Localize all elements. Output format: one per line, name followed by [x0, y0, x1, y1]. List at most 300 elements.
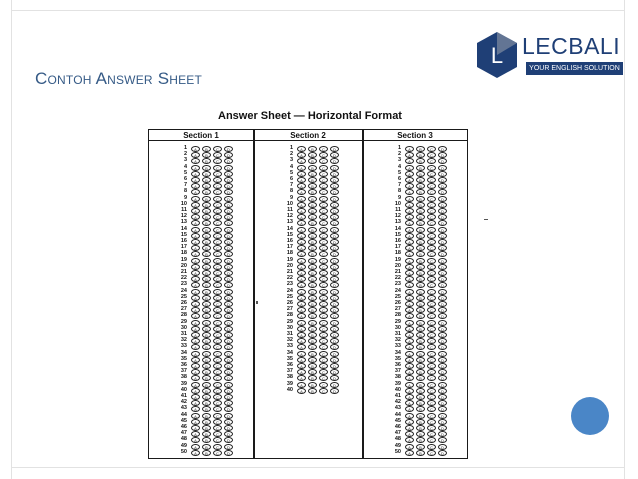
answer-bubble[interactable]: C [319, 289, 328, 295]
answer-bubble[interactable]: B [202, 202, 211, 208]
answer-bubble[interactable]: C [427, 264, 436, 270]
answer-bubble[interactable]: A [297, 320, 306, 326]
answer-bubble[interactable]: C [213, 444, 222, 450]
answer-bubble[interactable]: D [224, 202, 233, 208]
answer-bubble[interactable]: A [405, 326, 414, 332]
answer-bubble[interactable]: D [330, 239, 339, 245]
answer-bubble[interactable]: B [416, 258, 425, 264]
answer-bubble[interactable]: A [191, 307, 200, 313]
answer-bubble[interactable]: A [191, 450, 200, 456]
answer-bubble[interactable]: D [224, 196, 233, 202]
answer-bubble[interactable]: A [405, 183, 414, 189]
answer-bubble[interactable]: B [416, 375, 425, 381]
answer-bubble[interactable]: C [427, 295, 436, 301]
answer-bubble[interactable]: C [319, 245, 328, 251]
answer-bubble[interactable]: C [319, 313, 328, 319]
answer-bubble[interactable]: B [308, 152, 317, 158]
answer-bubble[interactable]: B [416, 351, 425, 357]
answer-bubble[interactable]: D [224, 320, 233, 326]
answer-bubble[interactable]: C [213, 165, 222, 171]
answer-bubble[interactable]: B [202, 326, 211, 332]
answer-bubble[interactable]: B [202, 233, 211, 239]
answer-bubble[interactable]: D [224, 264, 233, 270]
answer-bubble[interactable]: C [213, 332, 222, 338]
answer-bubble[interactable]: B [308, 227, 317, 233]
answer-bubble[interactable]: C [427, 363, 436, 369]
answer-bubble[interactable]: B [202, 369, 211, 375]
answer-bubble[interactable]: B [202, 400, 211, 406]
answer-bubble[interactable]: B [416, 369, 425, 375]
answer-bubble[interactable]: D [224, 239, 233, 245]
answer-bubble[interactable]: C [427, 171, 436, 177]
answer-bubble[interactable]: D [438, 388, 447, 394]
answer-bubble[interactable]: B [416, 177, 425, 183]
answer-bubble[interactable]: D [224, 413, 233, 419]
answer-bubble[interactable]: A [297, 282, 306, 288]
answer-bubble[interactable]: A [405, 369, 414, 375]
answer-bubble[interactable]: C [427, 320, 436, 326]
answer-bubble[interactable]: D [438, 295, 447, 301]
answer-bubble[interactable]: B [308, 158, 317, 164]
answer-bubble[interactable]: C [319, 363, 328, 369]
answer-bubble[interactable]: A [191, 419, 200, 425]
answer-bubble[interactable]: A [191, 171, 200, 177]
answer-bubble[interactable]: C [427, 220, 436, 226]
answer-bubble[interactable]: A [405, 214, 414, 220]
answer-bubble[interactable]: D [224, 394, 233, 400]
answer-bubble[interactable]: C [319, 227, 328, 233]
answer-bubble[interactable]: C [427, 177, 436, 183]
answer-bubble[interactable]: C [319, 233, 328, 239]
answer-bubble[interactable]: B [202, 183, 211, 189]
answer-bubble[interactable]: A [405, 208, 414, 214]
answer-bubble[interactable]: C [427, 258, 436, 264]
answer-bubble[interactable]: A [405, 431, 414, 437]
answer-bubble[interactable]: B [308, 357, 317, 363]
answer-bubble[interactable]: C [427, 196, 436, 202]
answer-bubble[interactable]: B [416, 282, 425, 288]
answer-bubble[interactable]: B [416, 444, 425, 450]
answer-bubble[interactable]: A [405, 413, 414, 419]
answer-bubble[interactable]: C [427, 270, 436, 276]
answer-bubble[interactable]: A [191, 369, 200, 375]
answer-bubble[interactable]: A [191, 158, 200, 164]
answer-bubble[interactable]: A [297, 165, 306, 171]
answer-bubble[interactable]: C [427, 289, 436, 295]
answer-bubble[interactable]: B [202, 419, 211, 425]
answer-bubble[interactable]: B [308, 233, 317, 239]
answer-bubble[interactable]: B [308, 351, 317, 357]
answer-bubble[interactable]: B [416, 320, 425, 326]
answer-bubble[interactable]: A [405, 307, 414, 313]
answer-bubble[interactable]: B [202, 171, 211, 177]
answer-bubble[interactable]: C [427, 282, 436, 288]
answer-bubble[interactable]: C [213, 146, 222, 152]
answer-bubble[interactable]: B [416, 307, 425, 313]
answer-bubble[interactable]: B [416, 239, 425, 245]
answer-bubble[interactable]: D [330, 301, 339, 307]
answer-bubble[interactable]: D [438, 146, 447, 152]
answer-bubble[interactable]: A [297, 171, 306, 177]
answer-bubble[interactable]: C [213, 258, 222, 264]
answer-bubble[interactable]: A [191, 146, 200, 152]
answer-bubble[interactable]: B [202, 158, 211, 164]
answer-bubble[interactable]: A [405, 400, 414, 406]
answer-bubble[interactable]: D [330, 320, 339, 326]
answer-bubble[interactable]: A [191, 425, 200, 431]
answer-bubble[interactable]: C [319, 202, 328, 208]
answer-bubble[interactable]: B [202, 152, 211, 158]
answer-bubble[interactable]: A [191, 351, 200, 357]
answer-bubble[interactable]: C [319, 270, 328, 276]
answer-bubble[interactable]: D [224, 220, 233, 226]
answer-bubble[interactable]: B [416, 431, 425, 437]
answer-bubble[interactable]: A [297, 388, 306, 394]
answer-bubble[interactable]: D [438, 332, 447, 338]
answer-bubble[interactable]: C [213, 344, 222, 350]
answer-bubble[interactable]: A [405, 320, 414, 326]
answer-bubble[interactable]: C [427, 425, 436, 431]
answer-bubble[interactable]: C [213, 189, 222, 195]
answer-bubble[interactable]: A [405, 363, 414, 369]
answer-bubble[interactable]: A [191, 177, 200, 183]
answer-bubble[interactable]: A [191, 431, 200, 437]
answer-bubble[interactable]: A [191, 295, 200, 301]
answer-bubble[interactable]: D [438, 158, 447, 164]
answer-bubble[interactable]: B [416, 245, 425, 251]
answer-bubble[interactable]: B [202, 258, 211, 264]
answer-bubble[interactable]: C [213, 357, 222, 363]
answer-bubble[interactable]: A [191, 196, 200, 202]
answer-bubble[interactable]: A [191, 437, 200, 443]
answer-bubble[interactable]: D [330, 189, 339, 195]
answer-bubble[interactable]: A [405, 394, 414, 400]
answer-bubble[interactable]: C [319, 295, 328, 301]
answer-bubble[interactable]: A [191, 388, 200, 394]
answer-bubble[interactable]: B [202, 425, 211, 431]
answer-bubble[interactable]: A [297, 202, 306, 208]
answer-bubble[interactable]: A [191, 165, 200, 171]
answer-bubble[interactable]: D [438, 171, 447, 177]
answer-bubble[interactable]: D [330, 295, 339, 301]
answer-bubble[interactable]: B [308, 251, 317, 257]
answer-bubble[interactable]: A [405, 146, 414, 152]
answer-bubble[interactable]: B [202, 437, 211, 443]
answer-bubble[interactable]: B [416, 152, 425, 158]
answer-bubble[interactable]: D [438, 245, 447, 251]
answer-bubble[interactable]: C [213, 425, 222, 431]
answer-bubble[interactable]: B [202, 177, 211, 183]
answer-bubble[interactable]: D [438, 264, 447, 270]
answer-bubble[interactable]: A [405, 444, 414, 450]
answer-bubble[interactable]: D [438, 413, 447, 419]
answer-bubble[interactable]: A [297, 208, 306, 214]
answer-bubble[interactable]: B [416, 425, 425, 431]
answer-bubble[interactable]: A [297, 369, 306, 375]
answer-bubble[interactable]: C [213, 320, 222, 326]
answer-bubble[interactable]: A [405, 202, 414, 208]
answer-bubble[interactable]: B [308, 270, 317, 276]
answer-bubble[interactable]: A [405, 332, 414, 338]
answer-bubble[interactable]: A [405, 351, 414, 357]
answer-bubble[interactable]: A [405, 152, 414, 158]
answer-bubble[interactable]: C [319, 375, 328, 381]
answer-bubble[interactable]: D [330, 196, 339, 202]
answer-bubble[interactable]: B [308, 332, 317, 338]
answer-bubble[interactable]: D [224, 208, 233, 214]
answer-bubble[interactable]: B [202, 276, 211, 282]
answer-bubble[interactable]: D [330, 177, 339, 183]
answer-bubble[interactable]: D [438, 400, 447, 406]
answer-bubble[interactable]: C [427, 307, 436, 313]
answer-bubble[interactable]: D [438, 394, 447, 400]
answer-bubble[interactable]: C [213, 183, 222, 189]
answer-bubble[interactable]: D [224, 245, 233, 251]
answer-bubble[interactable]: B [308, 214, 317, 220]
answer-bubble[interactable]: C [213, 351, 222, 357]
answer-bubble[interactable]: C [427, 344, 436, 350]
answer-bubble[interactable]: D [438, 382, 447, 388]
answer-bubble[interactable]: B [308, 220, 317, 226]
answer-bubble[interactable]: C [319, 344, 328, 350]
answer-bubble[interactable]: C [213, 276, 222, 282]
answer-bubble[interactable]: D [438, 202, 447, 208]
answer-bubble[interactable]: D [438, 214, 447, 220]
answer-bubble[interactable]: D [224, 270, 233, 276]
answer-bubble[interactable]: A [297, 338, 306, 344]
answer-bubble[interactable]: D [330, 146, 339, 152]
answer-bubble[interactable]: A [405, 419, 414, 425]
answer-bubble[interactable]: A [297, 196, 306, 202]
answer-bubble[interactable]: A [191, 338, 200, 344]
answer-bubble[interactable]: C [427, 419, 436, 425]
answer-bubble[interactable]: B [308, 313, 317, 319]
answer-bubble[interactable]: B [416, 289, 425, 295]
answer-bubble[interactable]: C [213, 233, 222, 239]
answer-bubble[interactable]: B [416, 158, 425, 164]
answer-bubble[interactable]: A [405, 437, 414, 443]
answer-bubble[interactable]: B [308, 382, 317, 388]
answer-bubble[interactable]: A [405, 239, 414, 245]
answer-bubble[interactable]: A [405, 189, 414, 195]
answer-bubble[interactable]: B [308, 146, 317, 152]
answer-bubble[interactable]: C [319, 282, 328, 288]
answer-bubble[interactable]: A [297, 220, 306, 226]
answer-bubble[interactable]: C [319, 158, 328, 164]
answer-bubble[interactable]: A [405, 301, 414, 307]
answer-bubble[interactable]: B [308, 295, 317, 301]
answer-bubble[interactable]: D [224, 177, 233, 183]
answer-bubble[interactable]: B [202, 332, 211, 338]
answer-bubble[interactable]: B [202, 270, 211, 276]
answer-bubble[interactable]: C [319, 208, 328, 214]
answer-bubble[interactable]: B [202, 251, 211, 257]
answer-bubble[interactable]: D [330, 375, 339, 381]
answer-bubble[interactable]: C [319, 220, 328, 226]
answer-bubble[interactable]: B [202, 196, 211, 202]
answer-bubble[interactable]: A [191, 202, 200, 208]
answer-bubble[interactable]: B [202, 307, 211, 313]
answer-bubble[interactable]: A [191, 239, 200, 245]
answer-bubble[interactable]: A [297, 289, 306, 295]
answer-bubble[interactable]: C [427, 227, 436, 233]
answer-bubble[interactable]: A [191, 276, 200, 282]
answer-bubble[interactable]: A [191, 326, 200, 332]
answer-bubble[interactable]: A [297, 344, 306, 350]
answer-bubble[interactable]: D [330, 220, 339, 226]
answer-bubble[interactable]: C [213, 227, 222, 233]
answer-bubble[interactable]: C [319, 388, 328, 394]
answer-bubble[interactable]: D [438, 375, 447, 381]
answer-bubble[interactable]: C [319, 214, 328, 220]
answer-bubble[interactable]: D [330, 171, 339, 177]
answer-bubble[interactable]: D [330, 208, 339, 214]
answer-bubble[interactable]: B [202, 165, 211, 171]
answer-bubble[interactable]: C [319, 264, 328, 270]
answer-bubble[interactable]: D [438, 152, 447, 158]
answer-bubble[interactable]: C [213, 338, 222, 344]
answer-bubble[interactable]: C [319, 183, 328, 189]
answer-bubble[interactable]: B [416, 382, 425, 388]
answer-bubble[interactable]: D [330, 276, 339, 282]
answer-bubble[interactable]: A [191, 289, 200, 295]
answer-bubble[interactable]: D [224, 351, 233, 357]
answer-bubble[interactable]: B [416, 183, 425, 189]
answer-bubble[interactable]: B [202, 289, 211, 295]
answer-bubble[interactable]: D [438, 208, 447, 214]
answer-bubble[interactable]: C [427, 437, 436, 443]
answer-bubble[interactable]: B [308, 177, 317, 183]
answer-bubble[interactable]: C [213, 158, 222, 164]
answer-bubble[interactable]: C [213, 202, 222, 208]
answer-bubble[interactable]: D [224, 233, 233, 239]
answer-bubble[interactable]: C [427, 431, 436, 437]
answer-bubble[interactable]: A [405, 165, 414, 171]
answer-bubble[interactable]: C [427, 301, 436, 307]
answer-bubble[interactable]: C [213, 245, 222, 251]
answer-bubble[interactable]: A [297, 270, 306, 276]
answer-bubble[interactable]: C [427, 369, 436, 375]
answer-bubble[interactable]: C [427, 332, 436, 338]
answer-bubble[interactable]: C [319, 165, 328, 171]
answer-bubble[interactable]: A [191, 270, 200, 276]
answer-bubble[interactable]: A [191, 320, 200, 326]
answer-bubble[interactable]: A [191, 183, 200, 189]
answer-bubble[interactable]: A [405, 196, 414, 202]
answer-bubble[interactable]: D [330, 245, 339, 251]
answer-bubble[interactable]: A [405, 382, 414, 388]
answer-bubble[interactable]: A [405, 276, 414, 282]
answer-bubble[interactable]: D [224, 326, 233, 332]
answer-bubble[interactable]: C [427, 158, 436, 164]
answer-bubble[interactable]: D [224, 382, 233, 388]
answer-bubble[interactable]: C [427, 146, 436, 152]
answer-bubble[interactable]: B [416, 338, 425, 344]
answer-bubble[interactable]: C [427, 388, 436, 394]
answer-bubble[interactable]: B [202, 394, 211, 400]
answer-bubble[interactable]: C [213, 220, 222, 226]
answer-bubble[interactable]: D [438, 196, 447, 202]
answer-bubble[interactable]: A [405, 158, 414, 164]
answer-bubble[interactable]: C [427, 444, 436, 450]
answer-bubble[interactable]: B [416, 202, 425, 208]
answer-bubble[interactable]: B [202, 239, 211, 245]
answer-bubble[interactable]: D [224, 375, 233, 381]
answer-bubble[interactable]: B [416, 363, 425, 369]
answer-bubble[interactable]: C [319, 382, 328, 388]
answer-bubble[interactable]: D [438, 189, 447, 195]
answer-bubble[interactable]: C [319, 326, 328, 332]
answer-bubble[interactable]: A [405, 171, 414, 177]
answer-bubble[interactable]: A [297, 307, 306, 313]
answer-bubble[interactable]: A [297, 313, 306, 319]
answer-bubble[interactable]: D [224, 307, 233, 313]
answer-bubble[interactable]: A [191, 444, 200, 450]
answer-bubble[interactable]: C [427, 406, 436, 412]
answer-bubble[interactable]: D [438, 431, 447, 437]
answer-bubble[interactable]: D [438, 363, 447, 369]
answer-bubble[interactable]: D [224, 146, 233, 152]
answer-bubble[interactable]: A [405, 270, 414, 276]
answer-bubble[interactable]: C [213, 177, 222, 183]
answer-bubble[interactable]: D [438, 313, 447, 319]
answer-bubble[interactable]: C [213, 437, 222, 443]
answer-bubble[interactable]: A [191, 251, 200, 257]
answer-bubble[interactable]: D [438, 270, 447, 276]
answer-bubble[interactable]: A [297, 363, 306, 369]
answer-bubble[interactable]: A [191, 282, 200, 288]
answer-bubble[interactable]: A [191, 227, 200, 233]
answer-bubble[interactable]: B [202, 220, 211, 226]
answer-bubble[interactable]: A [191, 394, 200, 400]
answer-bubble[interactable]: B [416, 165, 425, 171]
answer-bubble[interactable]: A [191, 258, 200, 264]
answer-bubble[interactable]: C [213, 375, 222, 381]
answer-bubble[interactable]: A [297, 177, 306, 183]
answer-bubble[interactable]: C [213, 282, 222, 288]
answer-bubble[interactable]: A [191, 332, 200, 338]
answer-bubble[interactable]: B [202, 375, 211, 381]
answer-bubble[interactable]: C [213, 419, 222, 425]
answer-bubble[interactable]: D [330, 165, 339, 171]
answer-bubble[interactable]: C [319, 307, 328, 313]
answer-bubble[interactable]: B [308, 375, 317, 381]
answer-bubble[interactable]: D [224, 419, 233, 425]
answer-bubble[interactable]: B [202, 282, 211, 288]
answer-bubble[interactable]: D [438, 419, 447, 425]
answer-bubble[interactable]: C [319, 338, 328, 344]
answer-bubble[interactable]: A [405, 227, 414, 233]
answer-bubble[interactable]: A [191, 220, 200, 226]
answer-bubble[interactable]: A [405, 245, 414, 251]
answer-bubble[interactable]: A [191, 233, 200, 239]
answer-bubble[interactable]: B [202, 313, 211, 319]
answer-bubble[interactable]: D [330, 233, 339, 239]
answer-bubble[interactable]: C [213, 196, 222, 202]
answer-bubble[interactable]: C [427, 351, 436, 357]
answer-bubble[interactable]: D [224, 363, 233, 369]
answer-bubble[interactable]: C [319, 196, 328, 202]
answer-bubble[interactable]: C [427, 233, 436, 239]
answer-bubble[interactable]: D [224, 425, 233, 431]
answer-bubble[interactable]: D [330, 326, 339, 332]
answer-bubble[interactable]: B [202, 431, 211, 437]
answer-bubble[interactable]: B [308, 239, 317, 245]
answer-bubble[interactable]: C [427, 214, 436, 220]
answer-bubble[interactable]: D [330, 183, 339, 189]
answer-bubble[interactable]: A [191, 363, 200, 369]
answer-bubble[interactable]: C [213, 239, 222, 245]
